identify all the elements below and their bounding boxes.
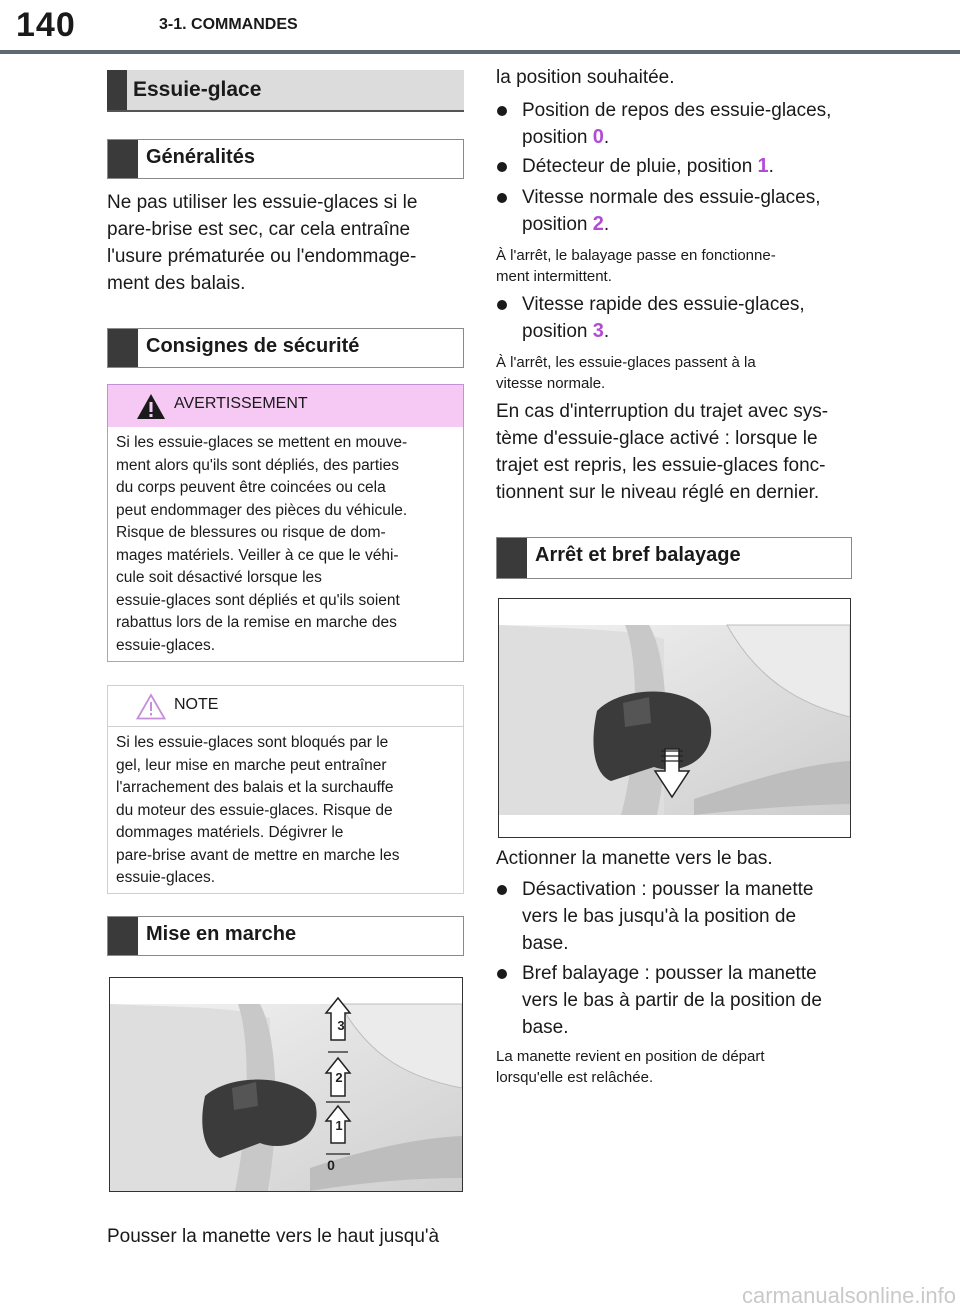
bullet-position-2: Vitesse normale des essuie-glaces, position 2.	[497, 184, 882, 238]
figure-label-2: 2	[335, 1070, 343, 1085]
note-header	[108, 686, 463, 727]
note-intermittent: À l'arrêt, le balayage passe en fonctionne- ment intermittent.	[496, 247, 776, 285]
bullet-dot	[497, 193, 507, 203]
wiper-lever-down-illustration	[499, 599, 850, 837]
watermark: carmanualsonline.info	[741, 1283, 956, 1308]
bullet-position-3: Vitesse rapide des essuie-glaces, position 3.	[497, 291, 882, 345]
note-box	[107, 685, 464, 894]
subheading-generalites-label: Généralités	[146, 146, 255, 168]
note-normal-speed: À l'arrêt, les essuie-glaces passent à la vitesse normale.	[496, 354, 756, 392]
bullet-dot	[497, 300, 507, 310]
figure-label-0: 0	[327, 1157, 335, 1173]
wiper-lever-illustration	[110, 978, 462, 1191]
figure-wiper-lever-down	[498, 598, 851, 838]
bullet-desactivation: Désactivation : pousser la manette vers le bas jusqu'à la position de base.	[497, 876, 882, 957]
note-manette-revient: La manette revient en position de départ lorsqu'elle est relâchée.	[496, 1048, 765, 1086]
subheading-arret	[496, 537, 852, 579]
bullet-position-1: Détecteur de pluie, position 1.	[497, 153, 882, 180]
figure-wiper-lever-up	[109, 977, 463, 1192]
warning-triangle-icon	[136, 393, 166, 420]
text-line: ment des balais.	[107, 273, 246, 294]
subheading-arret-label: Arrêt et bref balayage	[535, 544, 741, 566]
subheading-mise-en-marche	[107, 916, 464, 956]
subheading-consignes-label: Consignes de sécurité	[146, 335, 360, 357]
bullet-dot	[497, 106, 507, 116]
text-line: l'usure prématurée ou l'endommage-	[107, 246, 417, 267]
bullet-dot	[497, 969, 507, 979]
subheading-mise-en-marche-label: Mise en marche	[146, 923, 297, 945]
page-number: 140	[16, 6, 76, 44]
position-number: 1	[757, 155, 769, 177]
text-line: Ne pas utiliser les essuie-glaces si le	[107, 192, 418, 213]
figure-label-3: 3	[337, 1018, 345, 1033]
caution-triangle-icon	[136, 693, 166, 720]
section-heading-essuie-glace	[107, 70, 464, 112]
subheading-consignes	[107, 328, 464, 368]
bullet-dot	[497, 885, 507, 895]
text-line: pare-brise est sec, car cela entraîne	[107, 219, 411, 240]
figure-label-1: 1	[335, 1118, 343, 1133]
generalites-text	[107, 189, 464, 297]
header-rule	[0, 50, 960, 54]
section-title: Essuie-glace	[133, 78, 262, 101]
position-number: 0	[592, 126, 604, 148]
bullet-position-0: Position de repos des essuie-glaces, position 0.	[497, 97, 882, 151]
subheading-generalites	[107, 139, 464, 179]
right-intro: la position souhaitée.	[496, 67, 675, 88]
bullet-bref-balayage: Bref balayage : pousser la manette vers le bas à partir de la position de base.	[497, 960, 882, 1041]
position-number: 2	[592, 213, 604, 235]
figure-caption-down: Actionner la manette vers le bas.	[496, 848, 773, 869]
warning-title: AVERTISSEMENT	[174, 395, 308, 412]
position-number: 3	[592, 320, 604, 342]
figure-caption-up: Pousser la manette vers le haut jusqu'à	[107, 1226, 440, 1247]
warning-header	[108, 385, 463, 427]
note-title: NOTE	[174, 696, 219, 713]
paragraph-interruption: En cas d'interruption du trajet avec sys- tème d'essuie-glace activé : lorsque le trajet est repris, les essuie-glaces fonc- tionnent sur le niveau réglé en dernier.	[496, 401, 829, 503]
bullet-dot	[497, 162, 507, 172]
chapter-title: 3-1. COMMANDES	[159, 16, 298, 33]
warning-box	[107, 384, 464, 662]
note-text: Si les essuie-glaces sont bloqués par le gel, leur mise en marche peut entraîner l'arrachement des balais et la surchauffe du moteur des essuie-glaces. Risque de dommages matériels. Dégivrer le pare-brise avant de mettre en marche les essuie-glaces.	[116, 734, 400, 886]
warning-text: Si les essuie-glaces se mettent en mouve- ment alors qu'ils sont dépliés, des parties du corps peuvent être coincées ou cela peut endommager des pièces du véhicule. Risque de blessures ou risque de dom- mages matériels. Veiller à ce que le véhi- cule soit désactivé lorsque les essuie-glaces sont dépliés et qu'ils soient rabattus lors de la remise en marche des essuie-glaces.	[116, 434, 408, 654]
